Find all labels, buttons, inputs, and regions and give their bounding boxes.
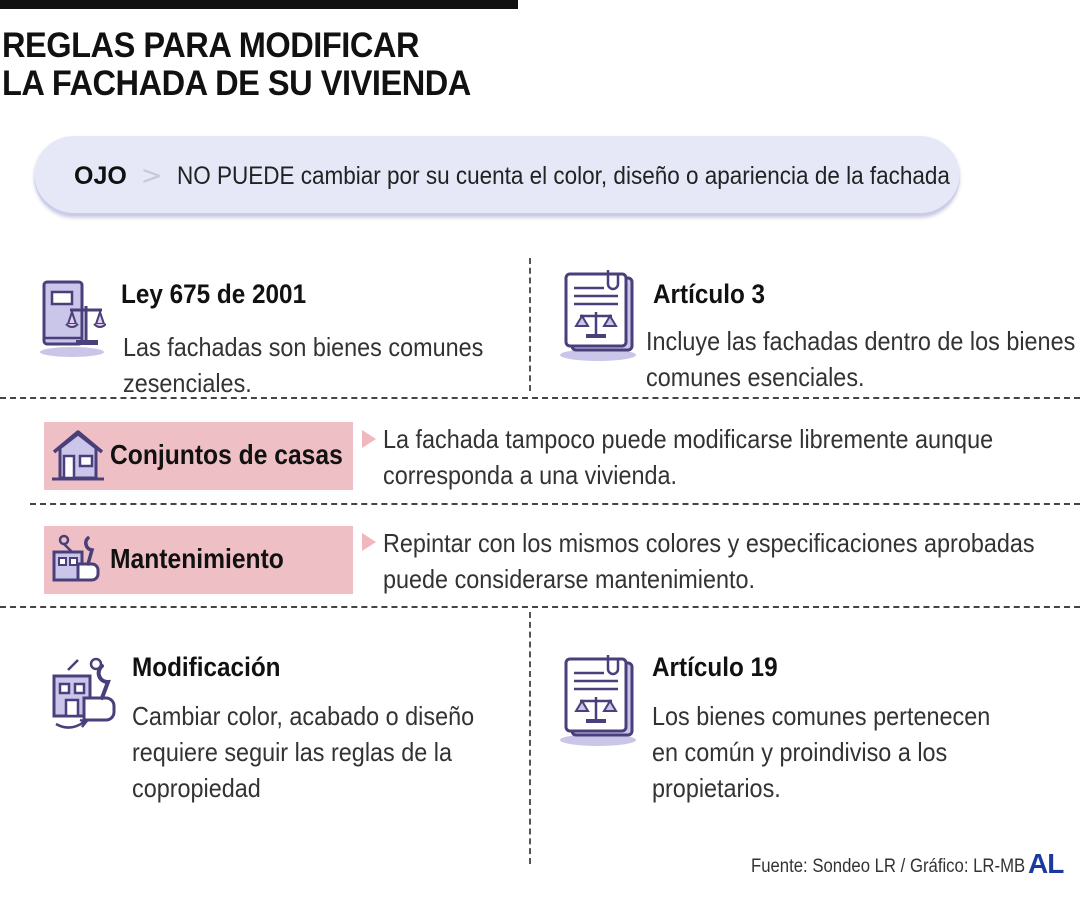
source-footer: Fuente: Sondeo LR / Gráfico: LR-MB [751, 856, 1026, 877]
legal-document-icon [558, 270, 638, 362]
title-line-1: REGLAS PARA MODIFICAR [2, 26, 420, 65]
ley-title: Ley 675 de 2001 [121, 279, 307, 309]
modificacion-text-line-2: requiere seguir las reglas de la [132, 737, 452, 767]
conjuntos-text-line-1: La fachada tampoco puede modificarse libremente aunque [383, 424, 994, 454]
notice-banner [34, 136, 960, 216]
conjuntos-text-line-2: corresponda a una vivienda. [383, 460, 678, 490]
conjuntos-label: Conjuntos de casas [110, 439, 343, 470]
articulo-19-text-line-1: Los bienes comunes pertenecen [652, 701, 991, 731]
mantenimiento-bullet-icon [362, 533, 376, 551]
articulo-19-title: Artículo 19 [652, 652, 778, 682]
law-book-scales-icon [38, 280, 106, 358]
articulo-19-text-line-2: en común y proindiviso a los [652, 737, 948, 767]
divider-vertical-bottom [529, 612, 531, 864]
renovation-wrench-icon [50, 656, 122, 732]
conjuntos-label-box [44, 422, 353, 490]
notice-label: OJO [74, 161, 127, 190]
articulo-3-text-line-2: comunes esenciales. [646, 362, 865, 392]
conjuntos-bullet-icon [362, 430, 376, 448]
legal-document-icon [558, 655, 638, 747]
articulo-3-text-line-1: Incluye las fachadas dentro de los bienes [646, 326, 1076, 356]
ley-text-line-2: zesenciales. [123, 368, 252, 398]
mantenimiento-text-line-2: puede considerarse mantenimiento. [383, 564, 756, 594]
articulo-19-text-line-3: propietarios. [652, 773, 781, 803]
ley-text-line-1: Las fachadas son bienes comunes [123, 332, 484, 362]
mantenimiento-text-line-1: Repintar con los mismos colores y especificaciones aprobadas [383, 528, 1035, 558]
modificacion-text-line-3: copropiedad [132, 773, 261, 803]
maintenance-wrench-icon [50, 532, 104, 586]
divider-vertical-top [529, 258, 531, 391]
top-rule [0, 0, 518, 9]
house-icon [50, 426, 106, 482]
mantenimiento-label: Mantenimiento [110, 543, 284, 574]
articulo-3-title: Artículo 3 [653, 279, 766, 309]
divider-horizontal-2 [30, 503, 1080, 505]
mantenimiento-label-box [44, 526, 353, 594]
notice-text: NO PUEDE cambiar por su cuenta el color, diseño o apariencia de la fachada [176, 161, 950, 190]
page-title [2, 27, 471, 103]
publisher-logo: AL [1028, 848, 1064, 879]
title-line-2: LA FACHADA DE SU VIVIENDA [2, 64, 471, 103]
modificacion-title: Modificación [132, 652, 281, 682]
modificacion-text-line-1: Cambiar color, acabado o diseño [132, 701, 475, 731]
divider-horizontal-3 [0, 606, 1080, 608]
chevron-right-icon: > [140, 161, 163, 191]
